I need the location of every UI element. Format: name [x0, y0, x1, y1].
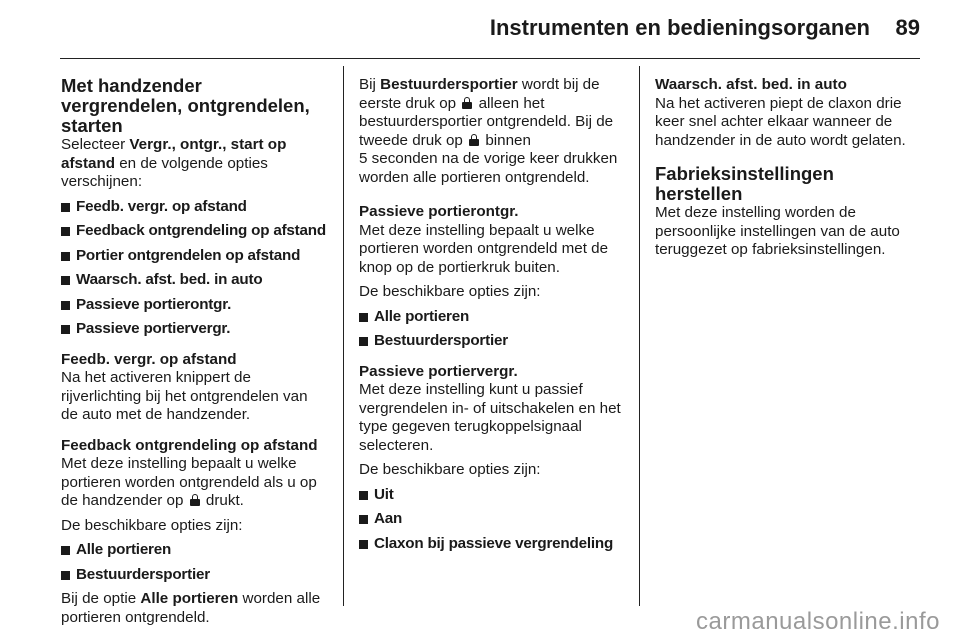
- list-item-label: Claxon bij passieve vergrendeling: [374, 534, 614, 552]
- list-item-label: Bestuurdersportier: [76, 565, 210, 583]
- options-intro: De beschikbare opties zijn:: [359, 461, 541, 478]
- list-item: [359, 535, 625, 554]
- list-item: [61, 247, 327, 266]
- options-list: [359, 486, 625, 554]
- list-item: [61, 541, 327, 560]
- list-item-label: Waarsch. afst. bed. in auto: [76, 271, 263, 288]
- body-paragraph: Met deze instelling kunt u passief vergrendelen in- of uitschakelen en het type gegeven terugkoppelsignaal selecteren.: [359, 381, 621, 454]
- column-3: [655, 66, 925, 260]
- list-item: [61, 566, 327, 585]
- list-item-label: Passieve portiervergr.: [76, 320, 231, 337]
- body-text: worden alle portieren ontgrendeld.: [61, 590, 321, 626]
- intro-paragraph: [61, 136, 327, 192]
- lock-icon: [469, 134, 479, 146]
- body-text: drukt.: [205, 492, 244, 509]
- list-item-label: Feedb. vergr. op afstand: [76, 197, 247, 215]
- list-item: [61, 222, 327, 241]
- options-intro: De beschikbare opties zijn:: [61, 516, 243, 534]
- list-item: [61, 296, 327, 315]
- body-text: binnen: [485, 131, 531, 149]
- list-item: [359, 332, 625, 351]
- list-item-label: Feedback ontgrendeling op afstand: [76, 222, 326, 239]
- body-paragraph: Met deze instelling worden de persoonlijke instellingen van de auto teruggezet op fabrieksinstellingen.: [655, 204, 900, 258]
- bullet-icon: [61, 571, 70, 580]
- body-paragraph: [61, 455, 327, 511]
- subsection-heading: Feedb. vergr. op afstand: [61, 350, 237, 368]
- bullet-icon: [359, 515, 368, 524]
- body-text: Met deze instelling bepaalt u welke portieren worden ontgrendeld als u op de handzender op: [61, 455, 317, 509]
- bullet-icon: [359, 313, 368, 322]
- header-divider: [60, 58, 920, 59]
- body-paragraph: Na het activeren piept de claxon drie keer snel achter elkaar wanneer de handzender in de auto wordt gelaten.: [655, 94, 906, 149]
- intro-text-end: en de volgende opties verschijnen:: [61, 154, 268, 190]
- section-heading-handzender: Met handzender vergrendelen, ontgrendelen, starten: [61, 75, 310, 136]
- bullet-icon: [359, 540, 368, 549]
- section-heading-fabrieksinstellingen: Fabrieksinstellingen herstellen: [655, 163, 834, 204]
- options-list: [61, 198, 327, 339]
- intro-menu-path: Vergr., ontgr., start op afstand: [61, 136, 287, 172]
- list-item-label: Alle portieren: [76, 541, 172, 558]
- list-item: [359, 486, 625, 505]
- page-number: 89: [895, 15, 920, 40]
- body-paragraph: Na het activeren knippert de rijverlichting bij het ontgrendelen van de auto met de handzender.: [61, 369, 308, 423]
- column-1: [61, 66, 327, 627]
- bullet-icon: [61, 276, 70, 285]
- list-item: [359, 308, 625, 327]
- lock-icon: [190, 494, 200, 506]
- bullet-icon: [61, 301, 70, 310]
- body-text: wordt bij de eerste druk op: [359, 76, 600, 112]
- body-text: Bij: [359, 76, 381, 93]
- list-item-label: Alle portieren: [374, 307, 470, 325]
- body-text: alleen het bestuurdersportier ontgrendeld. Bij de tweede druk op: [359, 94, 614, 149]
- body-paragraph: Met deze instelling bepaalt u welke portieren worden ontgrendeld met de knop op de portierkruk buiten.: [359, 221, 609, 276]
- list-item: [61, 271, 327, 290]
- bullet-icon: [61, 252, 70, 261]
- list-item-label: Portier ontgrendelen op afstand: [76, 246, 301, 264]
- bullet-icon: [359, 491, 368, 500]
- column-2: [359, 66, 625, 559]
- subsection-heading: Feedback ontgrendeling op afstand: [61, 436, 318, 454]
- subsection-heading: Passieve portierontgr.: [359, 203, 519, 220]
- list-item-label: Aan: [374, 510, 403, 527]
- bullet-icon: [359, 337, 368, 346]
- page-header-title: Instrumenten en bedieningsorganen: [489, 15, 870, 40]
- body-text: Bij de optie: [61, 590, 141, 607]
- intro-text: Selecteer: [61, 136, 130, 153]
- options-list: [61, 541, 327, 584]
- watermark-logo: carmanualsonline.info: [696, 608, 940, 635]
- subsection-heading: Passieve portiervergr.: [359, 362, 518, 380]
- column-divider-right: [639, 66, 640, 606]
- bullet-icon: [61, 325, 70, 334]
- list-item-label: Passieve portierontgr.: [76, 295, 232, 313]
- bullet-icon: [61, 227, 70, 236]
- list-item-label: Uit: [374, 485, 394, 503]
- body-paragraph: [61, 590, 327, 627]
- list-item: [61, 320, 327, 339]
- body-text: 5 seconden na de vorige keer drukken worden alle portieren ontgrendeld.: [359, 150, 618, 186]
- option-reference: Alle portieren: [140, 590, 239, 607]
- bullet-icon: [61, 203, 70, 212]
- options-intro: De beschikbare opties zijn:: [359, 283, 541, 300]
- list-item: [61, 198, 327, 217]
- bullet-icon: [61, 546, 70, 555]
- options-list: [359, 308, 625, 351]
- column-divider-left: [343, 66, 344, 606]
- lock-icon: [462, 97, 472, 109]
- body-paragraph: [359, 76, 625, 187]
- option-reference: Bestuurdersportier: [380, 76, 518, 93]
- list-item-label: Bestuurdersportier: [374, 332, 508, 349]
- list-item: [359, 510, 625, 529]
- subsection-heading: Waarsch. afst. bed. in auto: [655, 76, 847, 93]
